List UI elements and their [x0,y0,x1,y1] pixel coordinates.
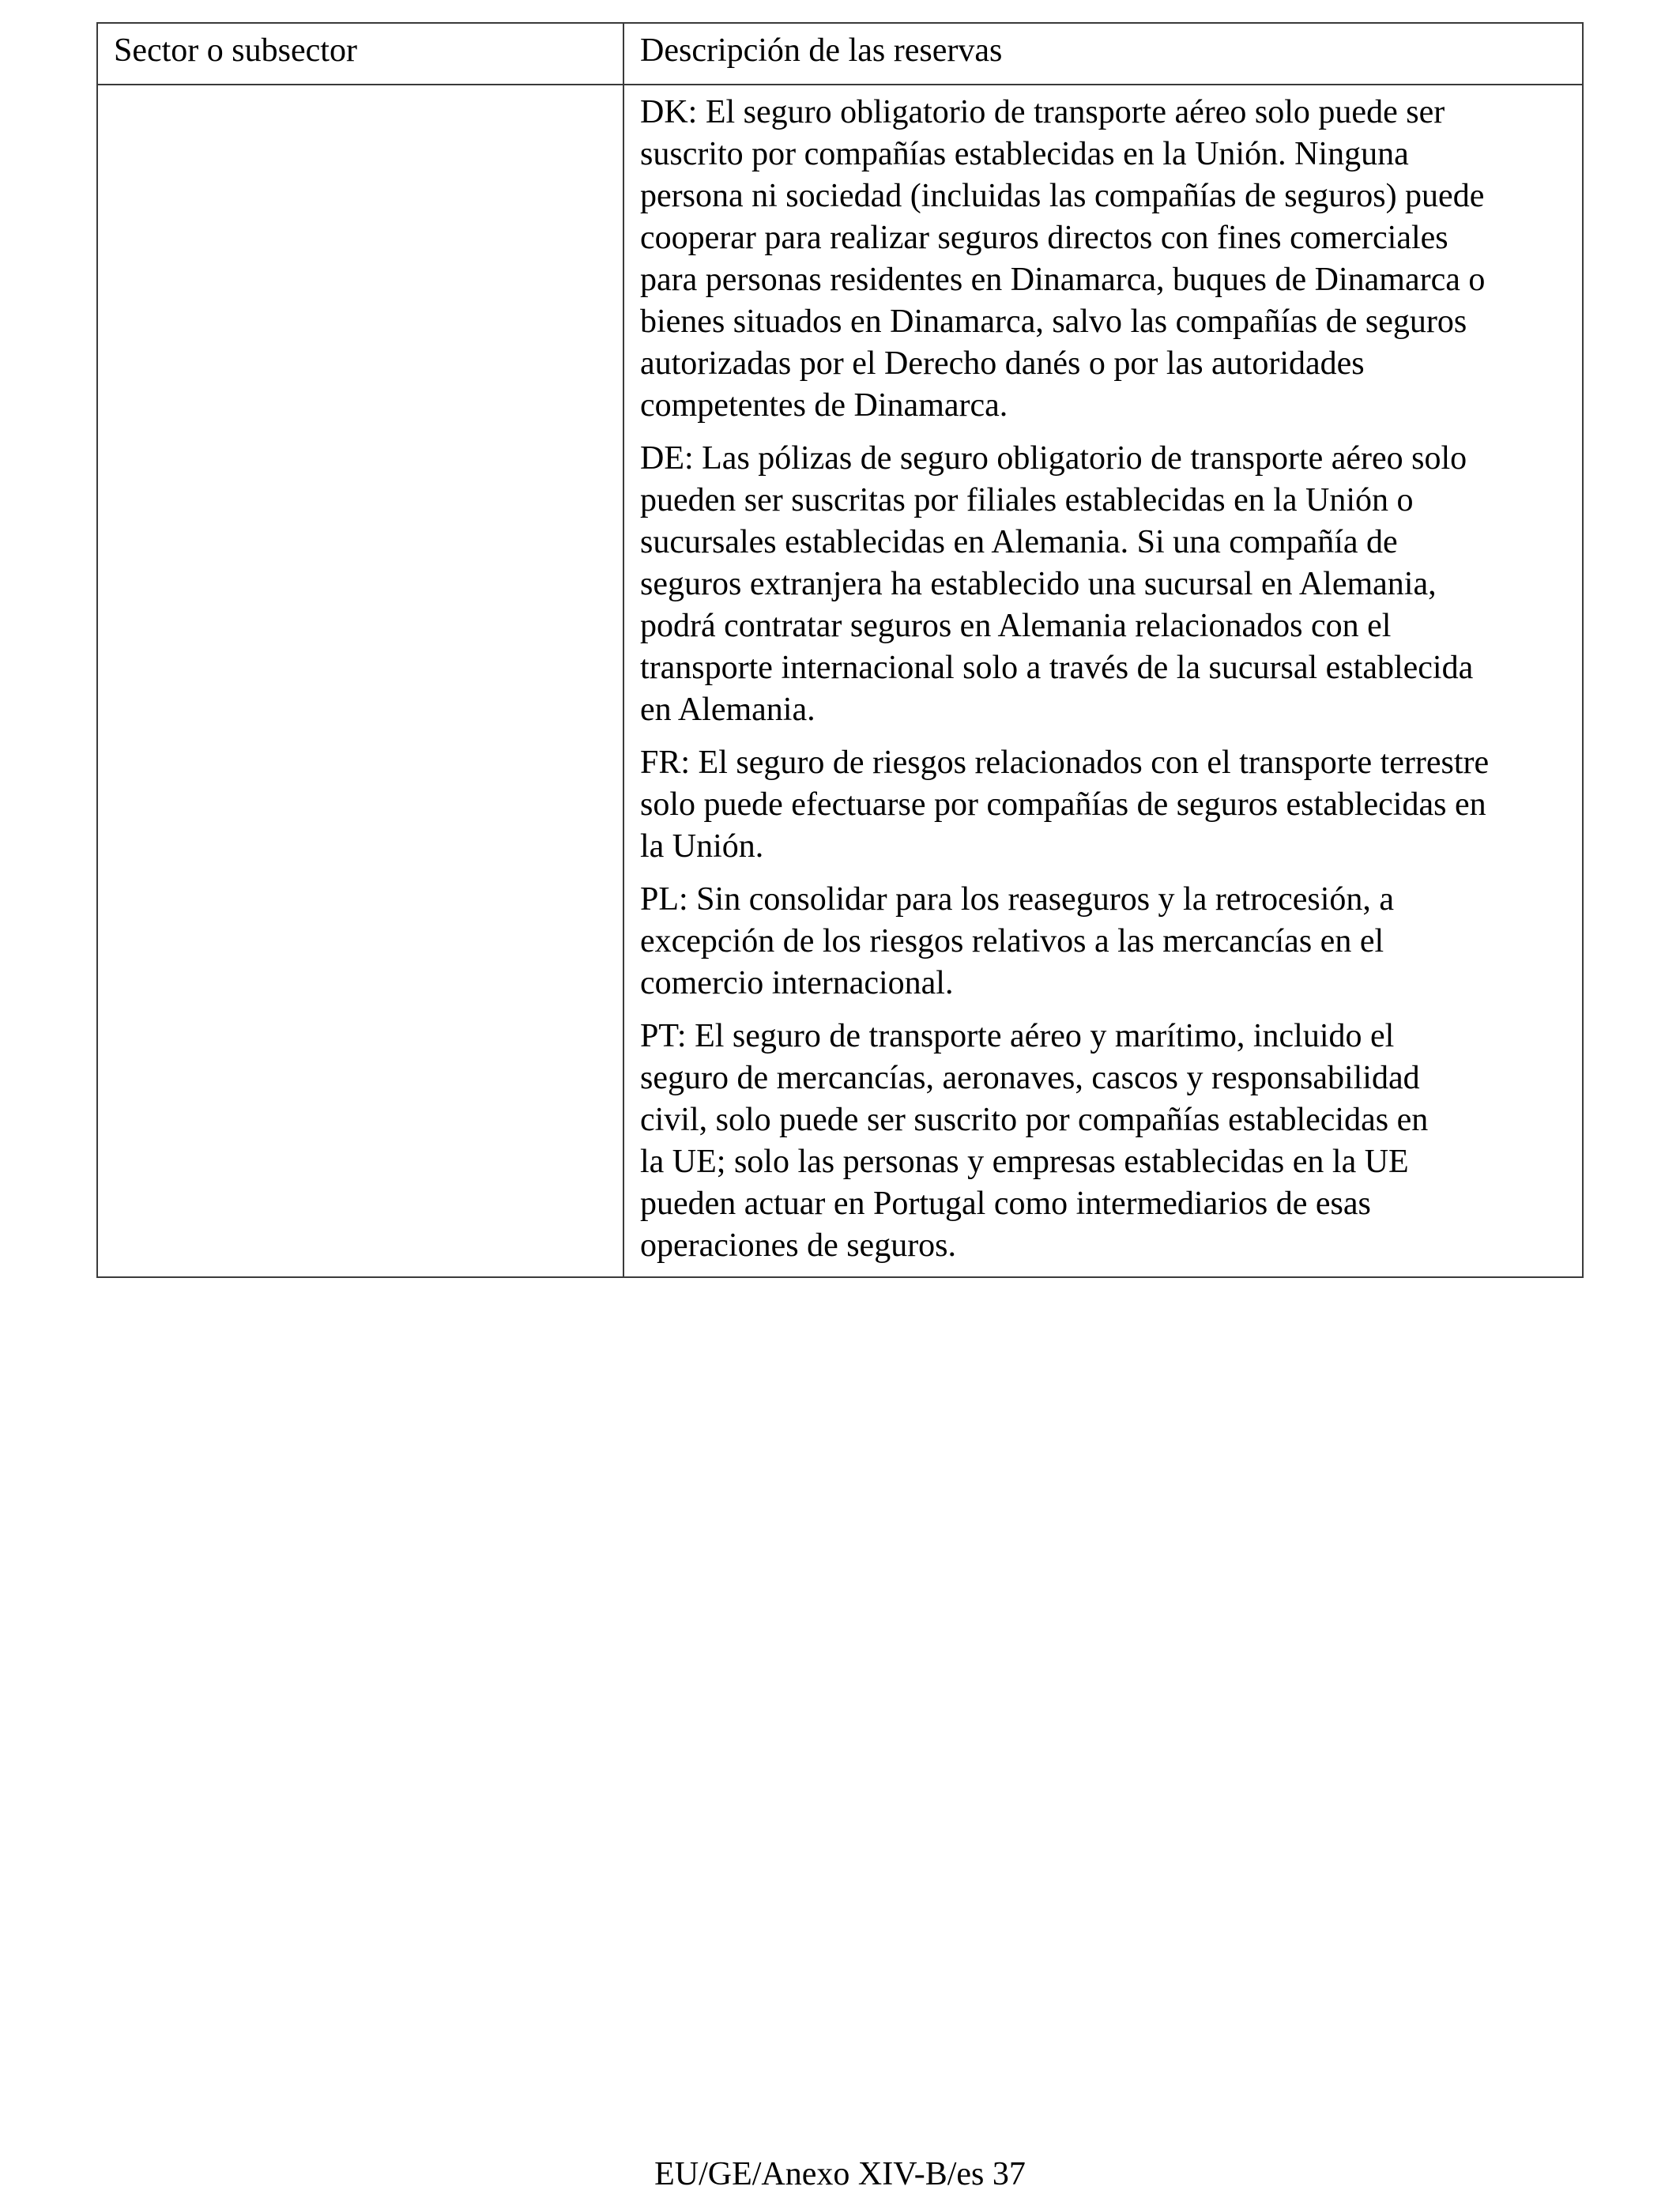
reservation-entry-pl: PL: Sin consolidar para los reaseguros y la retrocesión, a excepción de los riesgos relativos a las mercancías en el comercio internacional. [640,881,1395,1001]
header-description: Descripción de las reservas [623,23,1583,85]
reservation-entry-fr: FR: El seguro de riesgos relacionados con el transporte terrestre solo puede efectuarse por compañías de seguros establecidas en la Unión. [640,745,1490,865]
description-cell [623,85,1583,1277]
reservation-entry-pt: PT: El seguro de transporte aéreo y marítimo, incluido el seguro de mercancías, aeronaves, cascos y responsabilidad civil, solo puede ser suscrito por compañías establecidas en la UE; solo las personas y empresas establecidas en la UE pueden actuar en Portugal como intermediarios de esas operaciones de seguros. [640,1018,1429,1264]
reservations-table [96,22,1584,1278]
header-sector: Sector o subsector [97,23,623,85]
reservation-entry-de: DE: Las pólizas de seguro obligatorio de transporte aéreo solo pueden ser suscritas por filiales establecidas en la Unión o sucursales establecidas en Alemania. Si una compañía de seguros extranjera ha establecido una sucursal en Alemania, podrá contratar seguros en Alemania relacionados con el transporte internacional solo a través de la sucursal establecida en Alemania. [640,440,1474,728]
sector-cell [97,85,623,1277]
table-row [97,85,1583,1277]
reservation-entry-dk: DK: El seguro obligatorio de transporte aéreo solo puede ser suscrito por compañías establecidas en la Unión. Ninguna persona ni sociedad (incluidas las compañías de seguros) puede cooperar para realizar seguros directos con fines comerciales para personas residentes en Dinamarca, buques de Dinamarca o bienes situados en Dinamarca, salvo las compañías de seguros autorizadas por el Derecho danés o por las autoridades competentes de Dinamarca. [640,94,1486,424]
page-footer: EU/GE/Anexo XIV-B/es 37 [654,2156,1026,2192]
table-header-row [97,23,1583,85]
